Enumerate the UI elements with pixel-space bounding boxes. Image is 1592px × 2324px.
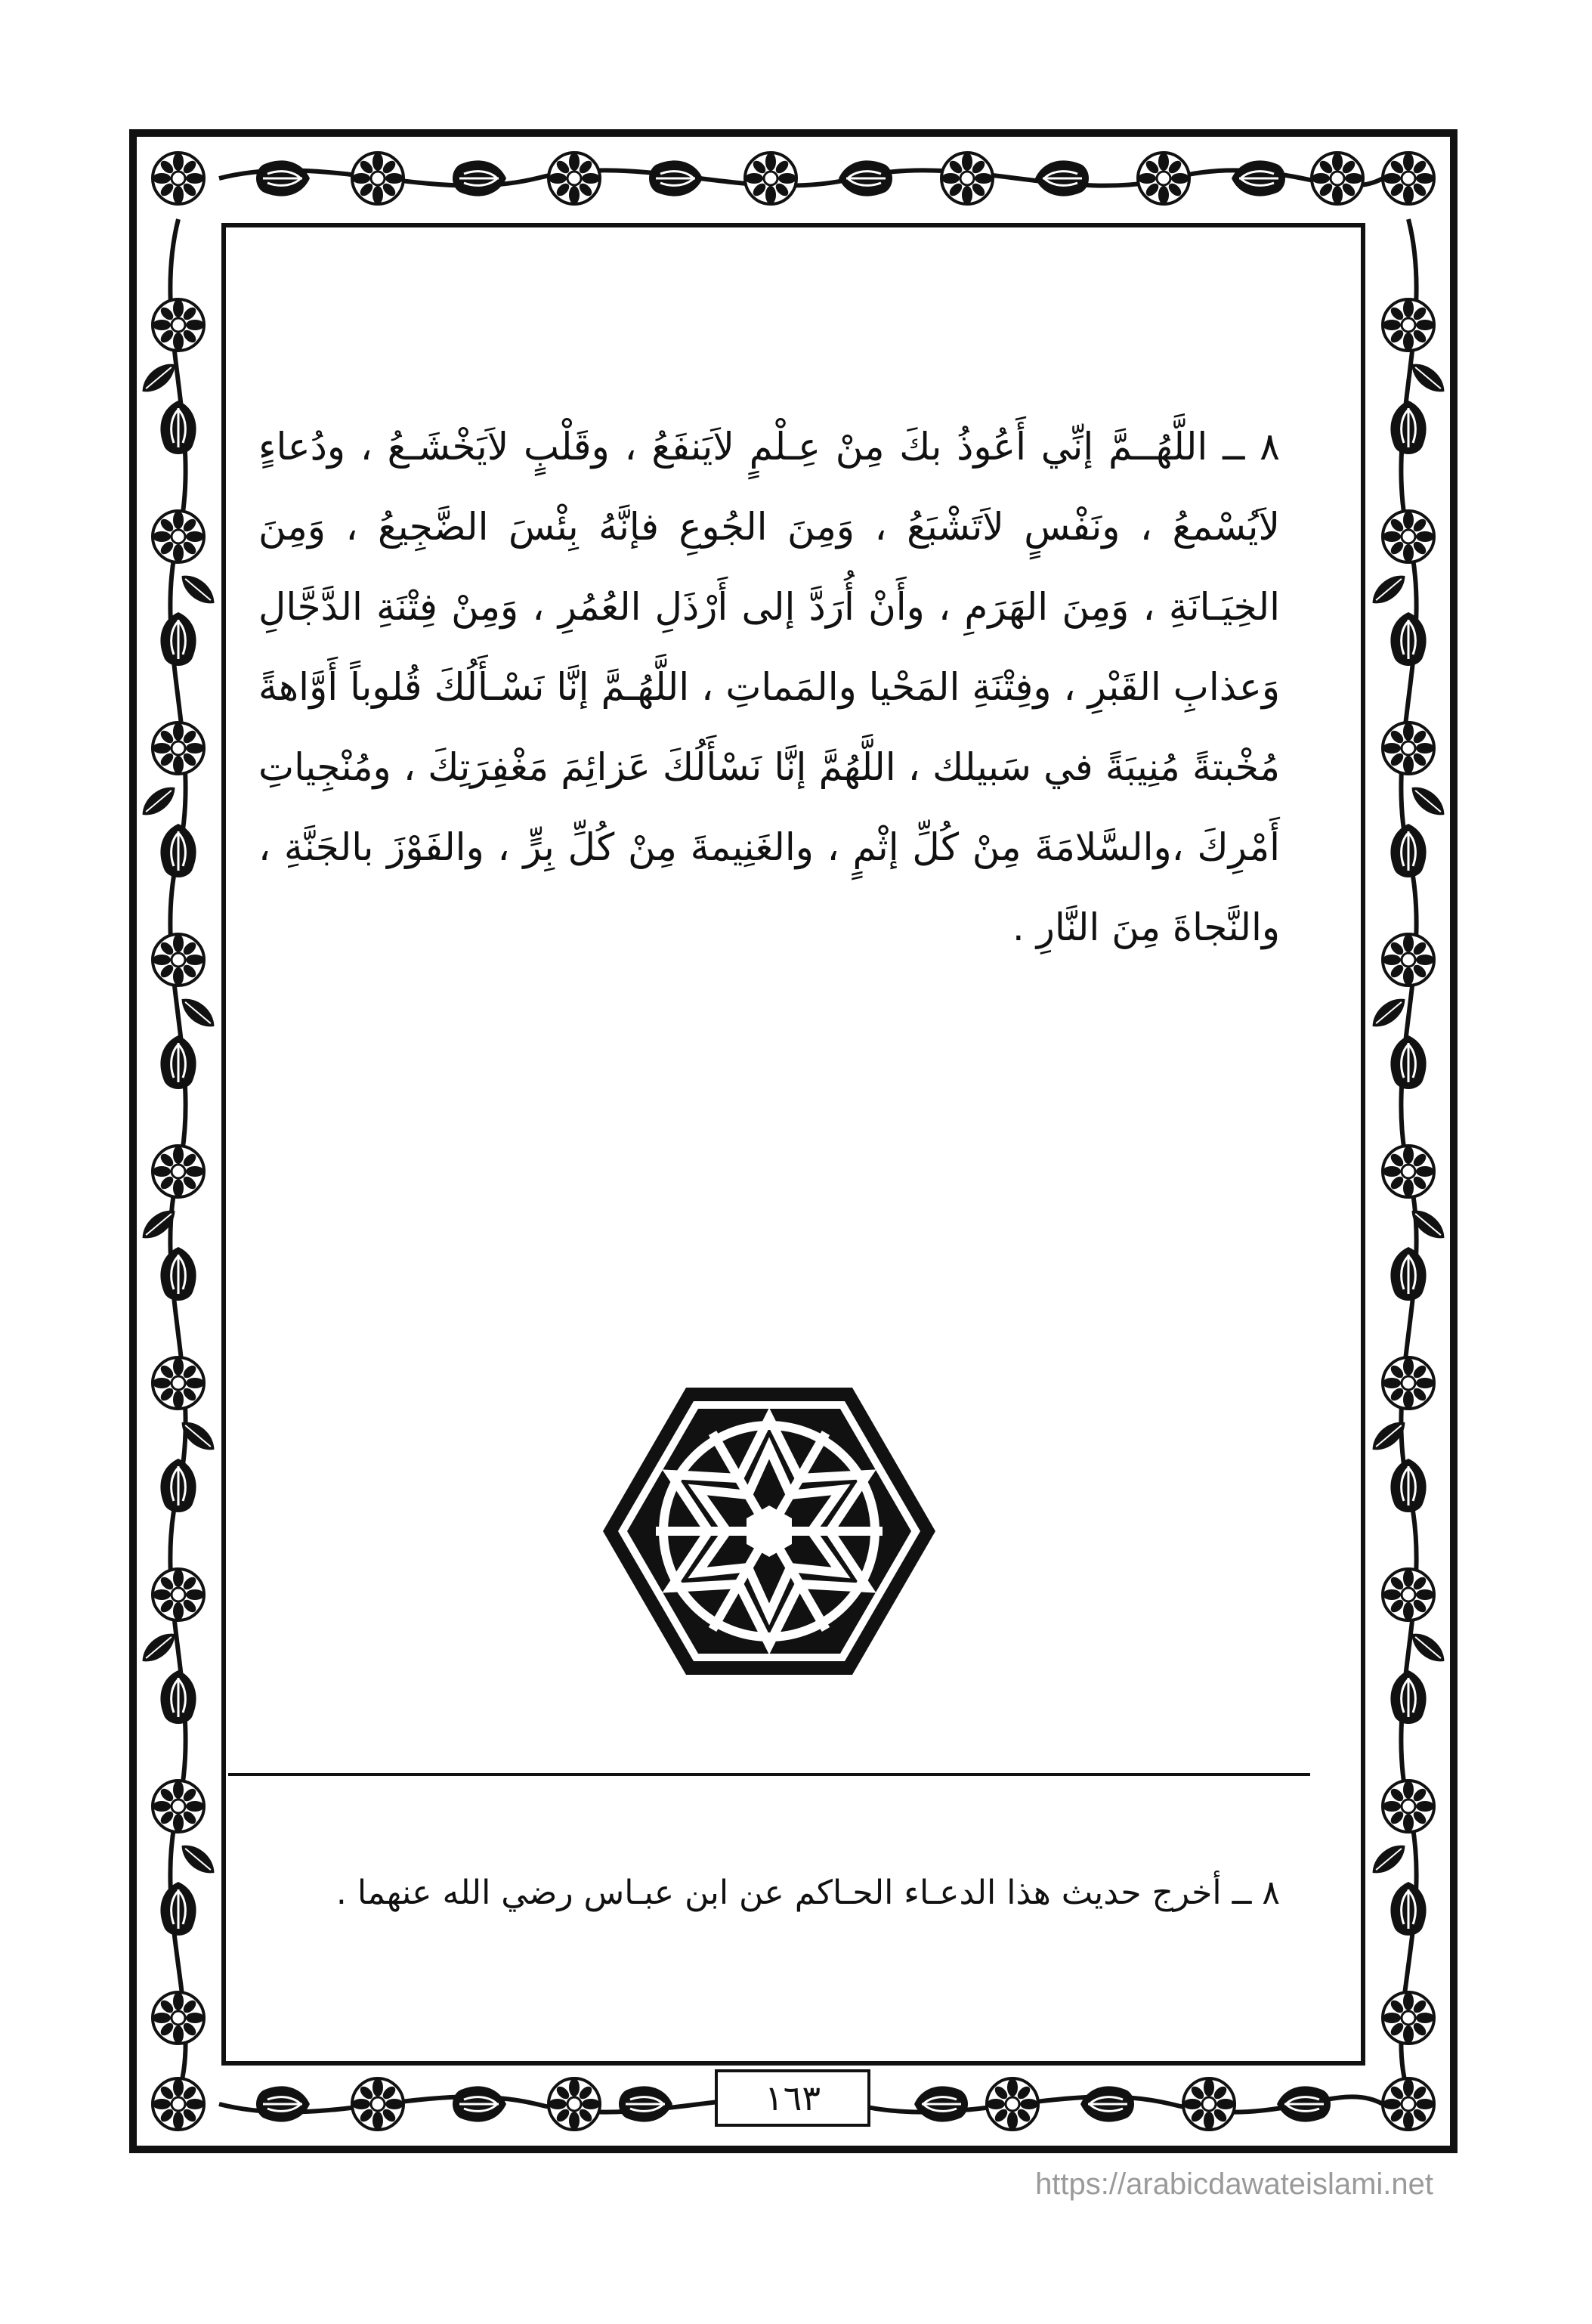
- footnote-text: ٨ ــ أخرج حديث هذا الدعـاء الحـاكم عن ابن عبـاس رضي الله عنهما .: [335, 1874, 1280, 1912]
- supplication-paragraph: ٨ ــ اللَّهُــمَّ إنِّي أَعُوذُ بكَ مِنْ عِـلْمٍ لاَيَنفَعُ ، وقَلْبٍ لاَيَخْشَـعُ ، ودُعاءٍ لاَيُسْمعُ ، ونَفْسٍ لاَتَشْبَعُ ، وَمِنَ الجُوعِ فإنَّهُ بِئْسَ الضَّجِيعُ ، وَمِنَ الخِيَـانَةِ ، وَمِنَ الهَرَمِ ، وأَنْ أُرَدَّ إلى أَرْذَلِ العُمُرِ ، وَمِنْ فِتْنَةِ الدَّجَّالِ وَعذابِ القَبْرِ ، وفِتْنَةِ المَحْيا والمَماتِ ، اللَّهُـمَّ إنَّا نَسْـأَلُكَ قُلوباً أَوَّاهةً مُخْبتةً مُنِيبَةً في سَبيلك ، اللَّهُمَّ إنَّا نَسْأَلُكَ عَزائِمَ مَغْفِرَتِكَ ، ومُنْجِياتِ أَمْرِكَ ،والسَّلامَةَ مِنْ كُلِّ إثْمٍ ، والغَنِيمةَ مِنْ كُلِّ بِرٍّ ، والفَوْزَ بالجَنَّةِ ، والنَّجاةَ مِنَ النَّارِ .: [258, 425, 1280, 949]
- footnote-divider: [228, 1773, 1310, 1776]
- watermark-url: https://arabicdawateislami.net: [1035, 2168, 1433, 2201]
- page-number: ١٦٣: [715, 2069, 870, 2127]
- hexagonal-star-emblem-icon: [595, 1380, 943, 1682]
- text-panel: [228, 323, 1310, 2062]
